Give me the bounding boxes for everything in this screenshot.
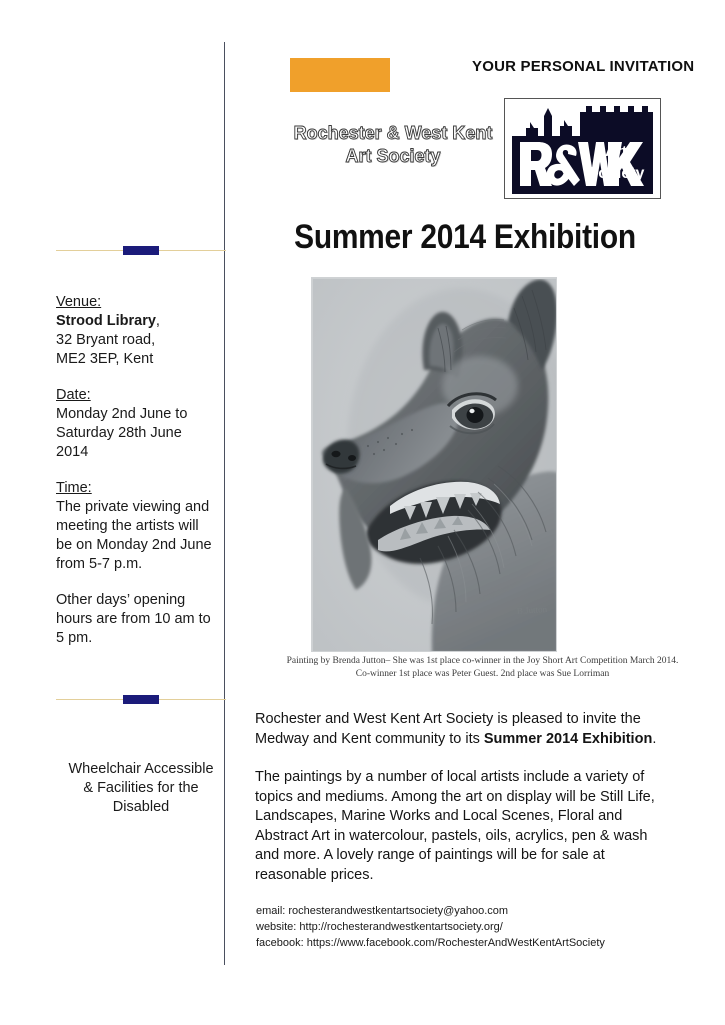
- body-paragraph-2: The paintings by a number of local artists include a variety of topics and mediums. Among the art on display will be Still Life, Landscapes, Marine Works and Local Scenes, Floral and Abstract Art in watercolour, pastels, oils, acrylics, pen & wash and more. A lovely range of paintings will be for sale at reasonable prices.: [255, 769, 655, 883]
- contact-block: [256, 903, 686, 951]
- body-p1-bold: Summer 2014 Exhibition: [483, 730, 653, 747]
- date-line-1: Monday 2nd June to: [56, 406, 188, 422]
- contact-email[interactable]: email: rochesterandwestkentartsociety@yahoo.com: [256, 905, 509, 917]
- artwork-caption: [240, 655, 725, 681]
- accessibility-note: [56, 760, 226, 817]
- contact-website[interactable]: website: http://rochesterandwestkentartsociety.org/: [256, 921, 503, 933]
- other-hours-line-1: Other days’ opening: [56, 592, 186, 608]
- venue-postcode: ME2 3EP, Kent: [56, 351, 154, 367]
- time-line-1: The private viewing and: [56, 499, 210, 515]
- body-p1-text-a: Rochester and West Kent Art Society is pleased to invite the Medway and Kent community to its: [255, 711, 641, 747]
- time-line-2: meeting the artists will: [56, 518, 199, 534]
- venue-street: 32 Bryant road,: [56, 332, 156, 348]
- body-p1-text-b: .: [652, 730, 657, 747]
- other-hours-line-2: hours are from 10 am to: [56, 611, 211, 627]
- sidebar-details: [56, 293, 226, 648]
- svg-text:B.Jutton: B.Jutton: [516, 603, 548, 616]
- accessibility-line-3: Disabled: [112, 799, 170, 815]
- orange-accent-block: [290, 58, 390, 92]
- venue-name-row: [56, 312, 226, 331]
- contact-facebook[interactable]: facebook: https://www.facebook.com/RochesterAndWestKentArtSociety: [256, 937, 605, 949]
- society-logo: [504, 98, 661, 199]
- main-column: [240, 0, 725, 1025]
- divider-navy-tab: [123, 246, 159, 255]
- svg-text:Art: Art: [605, 143, 627, 160]
- divider-navy-tab: [123, 695, 159, 704]
- sidebar-divider-top: [56, 245, 226, 257]
- other-hours-line-3: 5 pm.: [56, 630, 93, 646]
- accessibility-line-1: Wheelchair Accessible: [68, 761, 214, 777]
- society-name: [268, 122, 518, 168]
- society-name-line-1: Rochester & West Kent: [293, 123, 493, 143]
- time-label: Time:: [56, 480, 92, 496]
- page-title: Summer 2014 Exhibition: [294, 218, 636, 256]
- svg-text:Society: Society: [587, 165, 645, 182]
- venue-name-comma: ,: [155, 313, 160, 329]
- caption-line-2: Co-winner 1st place was Peter Guest. 2nd place was Sue Lorriman: [355, 669, 610, 679]
- date-line-2: Saturday 28th June: [56, 425, 182, 441]
- date-line-3: 2014: [56, 444, 89, 460]
- body-paragraph-1: [255, 710, 675, 749]
- date-group: [56, 386, 226, 462]
- invitation-heading: YOUR PERSONAL INVITATION: [472, 58, 695, 75]
- time-line-3: be on Monday 2nd June: [56, 537, 212, 553]
- society-name-line-2: Art Society: [345, 146, 441, 166]
- time-group: [56, 479, 226, 574]
- accessibility-line-2: & Facilities for the: [83, 780, 199, 796]
- venue-name: Strood Library: [56, 313, 156, 329]
- body-copy: [255, 710, 675, 904]
- time-line-4: from 5-7 p.m.: [56, 556, 143, 572]
- date-label: Date:: [56, 387, 91, 403]
- artwork-image: [311, 277, 557, 652]
- venue-group: [56, 293, 226, 369]
- caption-line-1: Painting by Brenda Jutton– She was 1st place co-winner in the Joy Short Art Competition March 2014.: [286, 656, 679, 666]
- other-hours-group: [56, 591, 226, 648]
- sidebar: [56, 245, 226, 817]
- venue-label: Venue:: [56, 294, 102, 310]
- sidebar-divider-bottom: [56, 694, 226, 706]
